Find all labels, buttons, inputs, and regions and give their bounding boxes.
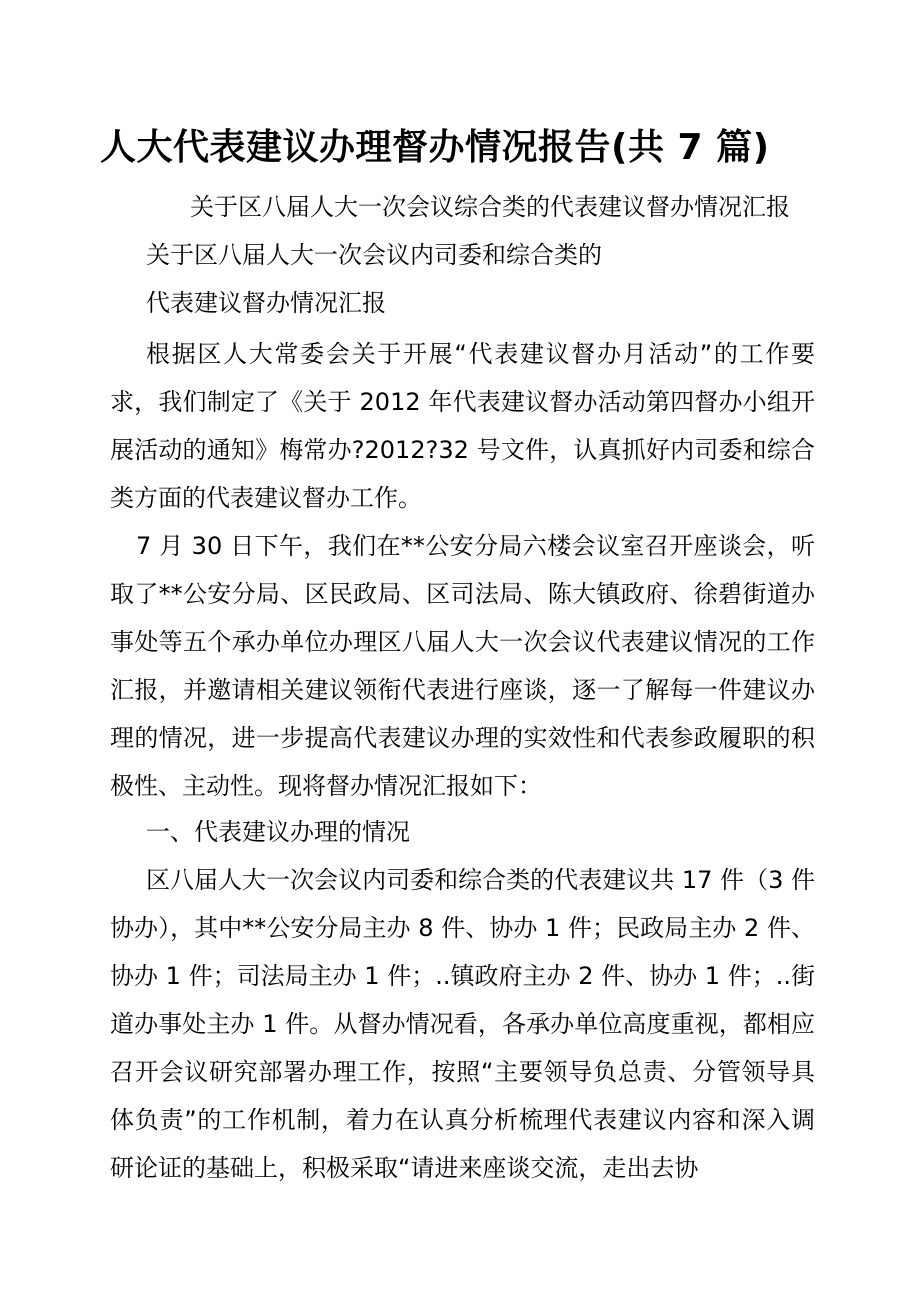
body-paragraph-3: 区八届人大一次会议内司委和综合类的代表建议共 17 件（3 件协办），其中**公安分局主办 8 件、协办 1 件；民政局主办 2 件、协办 1 件；司法局主办 1 件；..镇政府主办 2 件、协办 1 件；..街道办事处主办 1 件。从督办情况看，各承办单位高度重视，都相应召开会议研究部署办理工作，按照“主要领导负总责、分管领导具体负责”的工作机制，着力在认真分析梳理代表建议内容和深入调研论证的基础上，积极采取“请进来座谈交流，走出去协 bbox=[110, 866, 815, 1182]
report-heading-line-1: 关于区八届人大一次会议内司委和综合类的 bbox=[146, 241, 602, 269]
report-heading-line-2: 代表建议督办情况汇报 bbox=[146, 289, 386, 317]
body-paragraph-2: 7 月 30 日下午，我们在**公安分局六楼会议室召开座谈会，听取了**公安分局、区民政局、区司法局、陈大镇政府、徐碧街道办事处等五个承办单位办理区八届人大一次会议代表建议情况的工作汇报，并邀请相关建议领衔代表进行座谈，逐一了解每一件建议办理的情况，进一步提高代表建议办理的实效性和代表参政履职的积极性、主动性。现将督办情况汇报如下： bbox=[110, 532, 815, 800]
body-paragraph-1: 根据区人大常委会关于开展“代表建议督办月活动”的工作要求，我们制定了《关于 2012 年代表建议督办活动第四督办小组开展活动的通知》梅常办?2012?32 号文件，认真抓好内司委和综合类方面的代表建议督办工作。 bbox=[110, 340, 815, 512]
document-title: 人大代表建议办理督办情况报告(共 7 篇) bbox=[100, 127, 770, 168]
section-heading-1: 一、代表建议办理的情况 bbox=[146, 818, 410, 846]
document-subtitle: 关于区八届人大一次会议综合类的代表建议督办情况汇报 bbox=[190, 193, 790, 221]
